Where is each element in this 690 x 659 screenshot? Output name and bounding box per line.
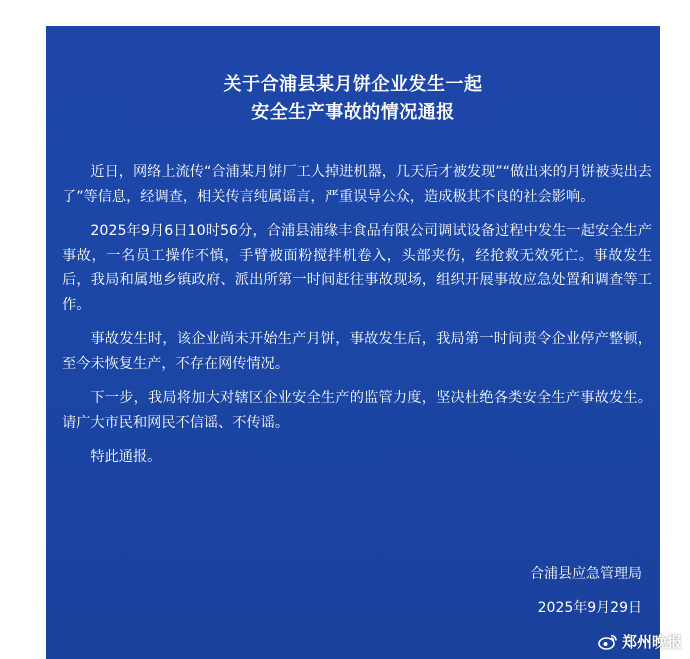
paragraph-closing: 特此通报。 bbox=[90, 449, 162, 465]
paragraph-production-status: 事故发生时，该企业尚未开始生产月饼，事故发生后，我局第一时间责令企业停产整顿，至今未恢复生产，不存在网传情况。 bbox=[62, 331, 652, 372]
notice-document bbox=[46, 26, 660, 659]
notice-title-line-2: 安全生产事故的情况通报 bbox=[251, 102, 455, 123]
paragraph-accident-details: 2025年9月6日10时56分，合浦县浦缘丰食品有限公司调试设备过程中发生一起安全生产事故，一名员工操作不慎，手臂被面粉搅拌机卷入，头部夹伤，经抢救无效死亡。事故发生后，我局和属地乡镇政府、派出所第一时间赶往事故现场，组织开展事故应急处置和调查等工作。 bbox=[62, 223, 652, 313]
paragraph-next-steps: 下一步，我局将加大对辖区企业安全生产的监管力度，坚决杜绝各类安全生产事故发生。请广大市民和网民不信谣、不传谣。 bbox=[62, 390, 652, 431]
weibo-icon bbox=[598, 633, 618, 650]
signature-organization: 合浦县应急管理局 bbox=[530, 566, 642, 582]
signature-date: 2025年9月29日 bbox=[537, 600, 642, 616]
notice-body bbox=[62, 160, 652, 480]
watermark-text: 郑州晚报 bbox=[622, 633, 683, 651]
source-watermark bbox=[598, 631, 682, 652]
signature-block bbox=[530, 564, 642, 618]
notice-title-line-1: 关于合浦县某月饼企业发生一起 bbox=[223, 74, 483, 95]
paragraph-rumor-clarification: 近日，网络上流传“合浦某月饼厂工人掉进机器，几天后才被发现”“做出来的月饼被卖出去了”等信息，经调查，相关传言纯属谣言，严重误导公众，造成极其不良的社会影响。 bbox=[62, 164, 652, 205]
